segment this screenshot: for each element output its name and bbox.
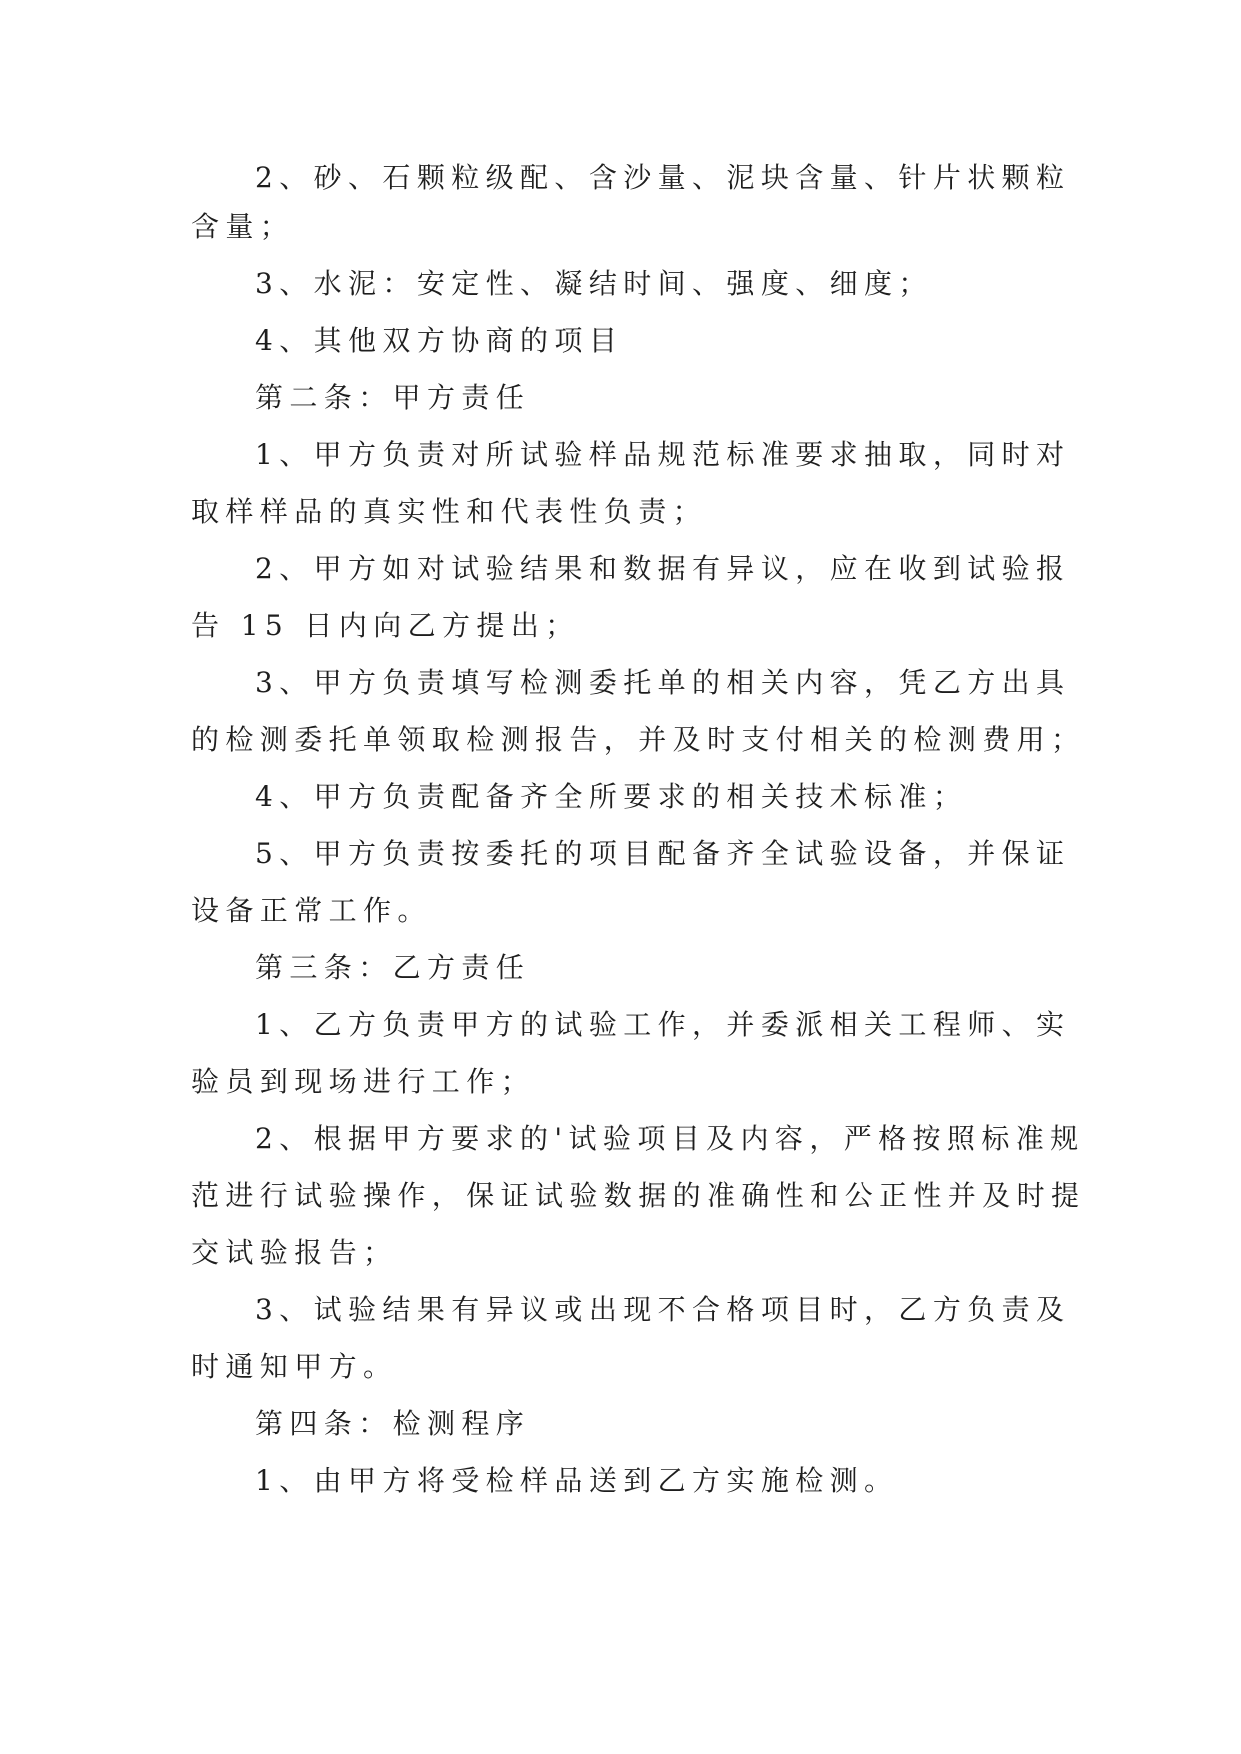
text-line: 3、水泥：安定性、凝结时间、强度、细度； [255,267,933,300]
text-line: 3、甲方负责填写检测委托单的相关内容，凭乙方出具 [255,666,1071,699]
text-line: 2、甲方如对试验结果和数据有异议，应在收到试验报 [255,552,1071,585]
text-line: 时通知甲方。 [191,1350,398,1383]
text-line: 1、乙方负责甲方的试验工作，并委派相关工程师、实 [255,1008,1071,1041]
text-line: 5、甲方负责按委托的项目配备齐全试验设备，并保证 [255,837,1071,870]
text-line: 1、甲方负责对所试验样品规范标准要求抽取，同时对 [255,438,1071,471]
section-heading: 第二条：甲方责任 [255,381,531,414]
text-line: 交试验报告； [191,1236,398,1269]
text-line: 的检测委托单领取检测报告，并及时支付相关的检测费用； [191,723,1086,756]
text-line: 4、甲方负责配备齐全所要求的相关技术标准； [255,780,968,813]
text-line: 含量； [191,210,295,243]
text-line: 1、由甲方将受检样品送到乙方实施检测。 [255,1464,899,1497]
text-line: 范进行试验操作，保证试验数据的准确性和公正性并及时提 [191,1179,1086,1212]
text-line: 验员到现场进行工作； [191,1065,536,1098]
text-line: 3、试验结果有异议或出现不合格项目时，乙方负责及 [255,1293,1071,1326]
text-line: 2、砂、石颗粒级配、含沙量、泥块含量、针片状颗粒 [255,161,1071,194]
text-line: 2、根据甲方要求的'试验项目及内容，严格按照标准规 [255,1122,1085,1155]
section-heading: 第四条：检测程序 [255,1407,531,1440]
text-line: 4、其他双方协商的项目 [255,324,624,357]
section-heading: 第三条：乙方责任 [255,951,531,984]
text-line: 设备正常工作。 [191,894,432,927]
text-line: 取样样品的真实性和代表性负责； [191,495,708,528]
text-line: 告 15 日内向乙方提出； [191,609,580,642]
